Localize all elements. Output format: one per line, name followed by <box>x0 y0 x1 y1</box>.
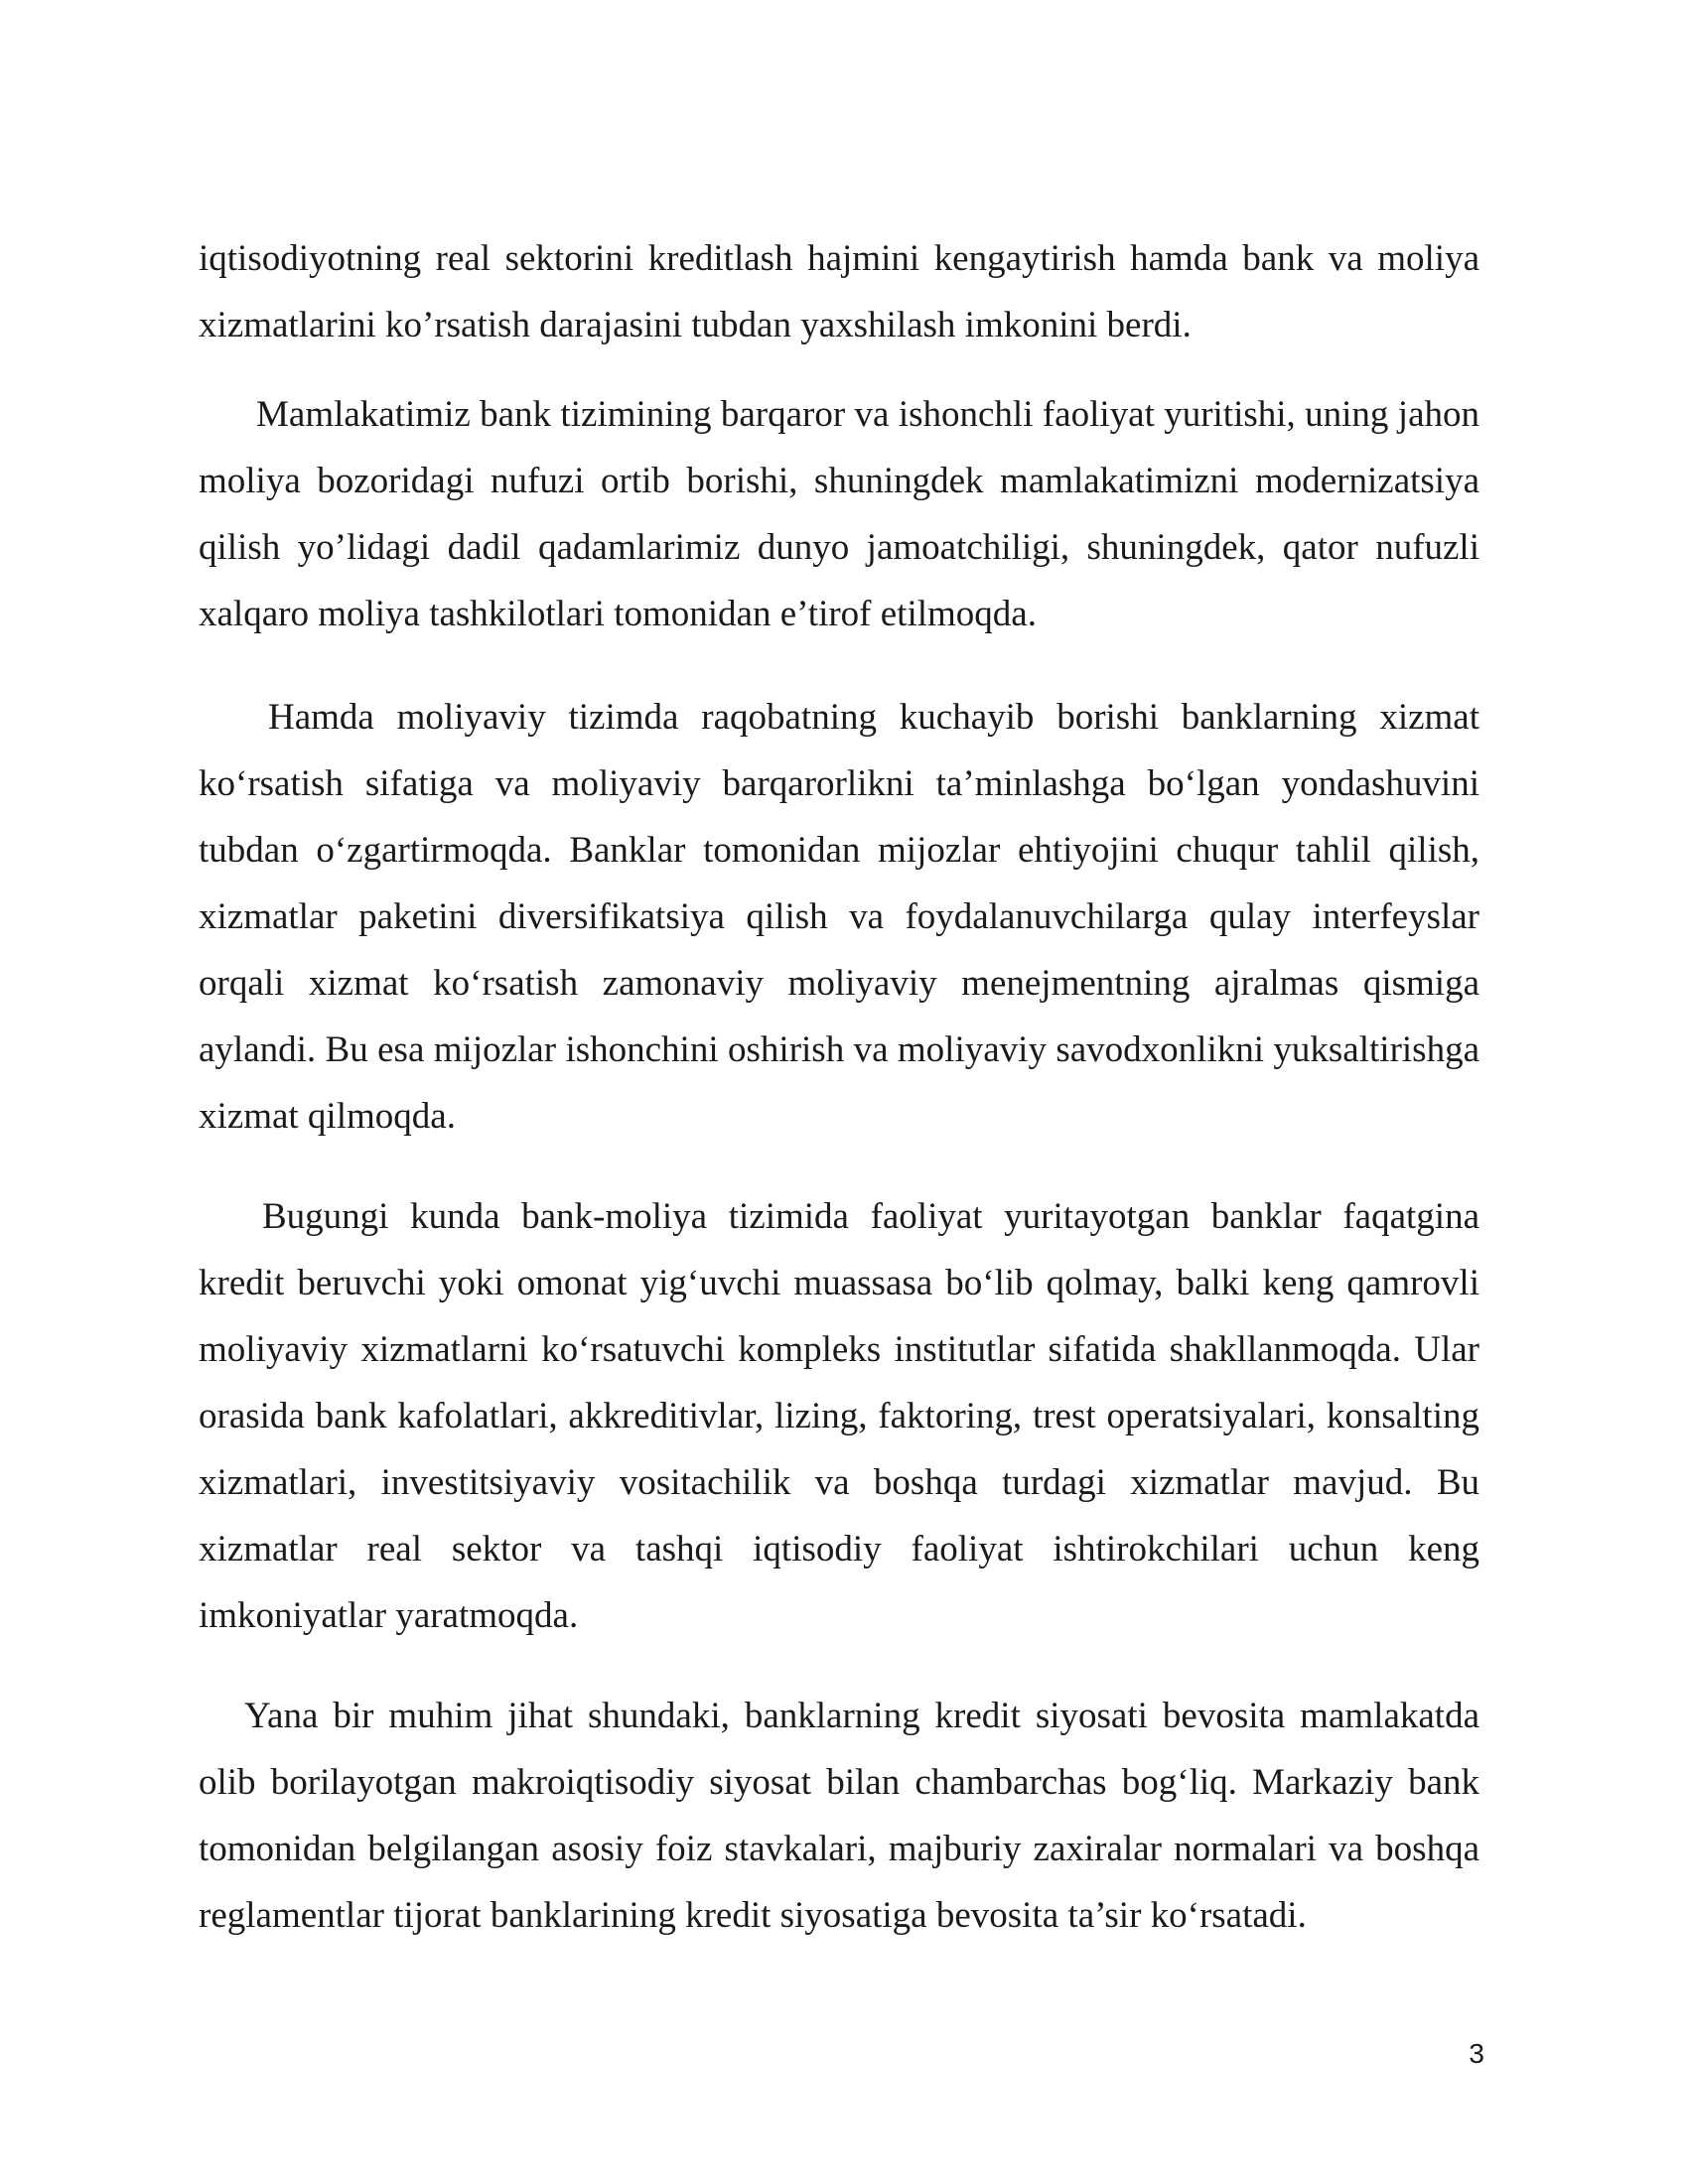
paragraph-3: Hamda moliyaviy tizimda raqobatning kuchayib borishi banklarning xizmat ko‘rsatish sifatiga va moliyaviy barqarorlikni ta’minlashga bo‘lgan yondashuvini tubdan o‘zgartirmoqda. Banklar tomonidan mijozlar ehtiyojini chuqur tahlil qilish, xizmatlar paketini diversifikatsiya qilish va foydalanuvchilarga qulay interfeyslar orqali xizmat ko‘rsatish zamonaviy moliyaviy menejmentning ajralmas qismiga aylandi. Bu esa mijozlar ishonchini oshirish va moliyaviy savodxonlikni yuksaltirishga xizmat qilmoqda. <box>199 697 1479 1137</box>
paragraph-1: iqtisodiyotning real sektorini kreditlash hajmini kengaytirish hamda bank va moliya xizmatlarini ko’rsatish darajasini tubdan yaxshilash imkonini berdi. <box>199 238 1479 345</box>
paragraph-4: Bugungi kunda bank-moliya tizimida faoliyat yuritayotgan banklar faqatgina kredit beruvchi yoki omonat yig‘uvchi muassasa bo‘lib qolmay, balki keng qamrovli moliyaviy xizmatlarni ko‘rsatuvchi kompleks institutlar sifatida shakllanmoqda. Ular orasida bank kafolatlari, akkreditivlar, lizing, faktoring, trest operatsiyalari, konsalting xizmatlari, investitsiyaviy vositachilik va boshqa turdagi xizmatlar mavjud. Bu xizmatlar real sektor va tashqi iqtisodiy faoliyat ishtirokchilari uchun keng imkoniyatlar yaratmoqda. <box>199 1196 1479 1636</box>
paragraph-2: Mamlakatimiz bank tizimining barqaror va ishonchli faoliyat yuritishi, uning jahon moliya bozoridagi nufuzi ortib borishi, shuningdek mamlakatimizni modernizatsiya qilish yo’lidagi dadil qadamlarimiz dunyo jamoatchiligi, shuningdek, qator nufuzli xalqaro moliya tashkilotlari tomonidan e’tirof etilmoqda. <box>199 394 1479 634</box>
paragraph-5: Yana bir muhim jihat shundaki, banklarning kredit siyosati bevosita mamlakatda olib borilayotgan makroiqtisodiy siyosat bilan chambarchas bog‘liq. Markaziy bank tomonidan belgilangan asosiy foiz stavkalari, majburiy zaxiralar normalari va boshqa reglamentlar tijorat banklarining kredit siyosatiga bevosita ta’sir ko‘rsatadi. <box>199 1696 1479 1936</box>
page-number: 3 <box>1469 2038 1484 2069</box>
